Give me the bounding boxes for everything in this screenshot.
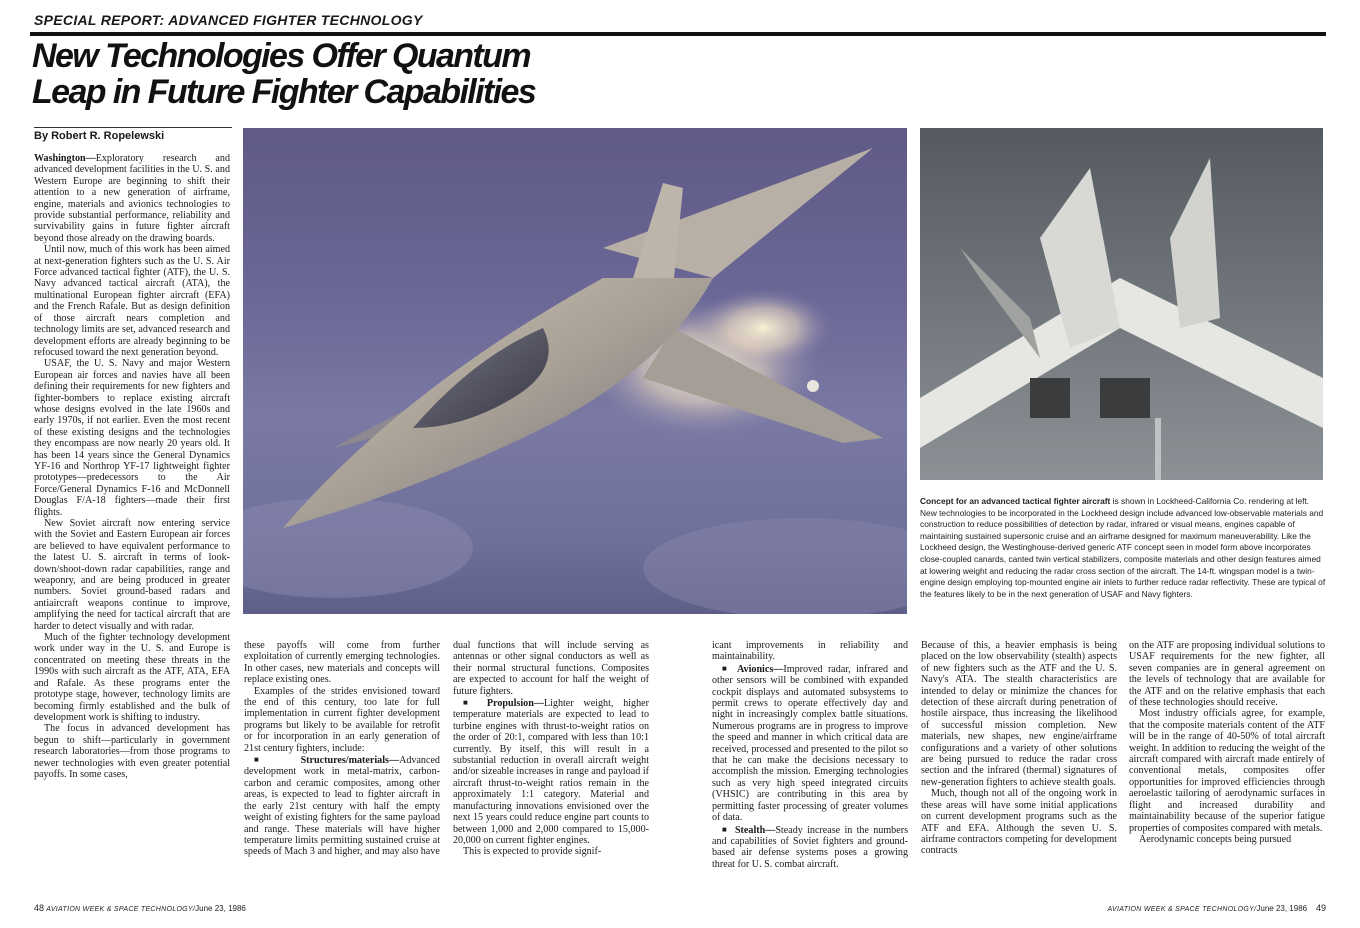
paragraph: Aerodynamic concepts being pursued: [1139, 833, 1292, 845]
paragraph: USAF, the U. S. Navy and major Western European air forces and navies have all been defining their requirements for new fighters and fighter-bombers to replace existing aircraft whose designs evolved in the late 1960s and early 1970s, if not earlier. Even the most recent of these existing designs and the technologies they encompass are now nearly 20 years old. It has been 14 years since the General Dynamics YF-16 and Northrop YF-17 lightweight fighter prototypes—predecessors to the Air Force/General Dynamics F-16 and McDonnell Douglas F/A-18 fighters—made their first flights.: [34, 358, 230, 518]
header-rule: [30, 32, 1326, 36]
article-column-2: [244, 640, 440, 858]
article-column-6: [1129, 640, 1325, 845]
page-number-right: 49: [1315, 903, 1326, 913]
bullet: ■: [254, 755, 278, 765]
paragraph-text: Advanced development work in metal-matrix, carbon-carbon and ceramic composites, among other areas, is expected to lead to fighter aircraft in the early 21st century with half the empty weight of existing fighters for the same payload and range. These materials will have higher temperature limits permitting sustained cruise at speeds of Mach 3 and higher, and may also have: [244, 755, 440, 858]
paragraph: Because of this, a heavier emphasis is being placed on the low observability (stealth) aspects of new fighters such as the ATF and the U. S. Navy's ATA. The stealth characteristics are intended to delay or minimize the chances for detection of these aircraft during penetration of hostile airspace, thus increasing the likelihood of successful mission completion. New materials, new shapes, new engine/airframe configurations and a variety of other solutions are being pursued to reduce the radar cross section and the infrared (thermal) signatures of new-generation fighters to achieve stealth goals.: [921, 640, 1117, 788]
paragraph: these payoffs will come from further exploitation of currently emerging technologies. In other cases, new materials and concepts will replace existing ones.: [244, 640, 440, 686]
paragraph: Until now, much of this work has been aimed at next-generation fighters such as the U. S. Air Force advanced tactical fighter (ATF), the U. S. Navy advanced tactical aircraft (ATA), the multinational European fighter aircraft (EFA) and the French Rafale. But as design definition of those aircraft nears completion and technology limits are set, advanced research and development efforts are already beginning to be refocused toward the next generation beyond.: [34, 244, 230, 358]
paragraph-text: Improved radar, infrared and other sensors will be combined with expanded cockpit displays and automated subsystems to permit crews to operate effectively day and night in increasingly complex battle situations. Numerous programs are in progress to improve the speed and manner in which critical data are received, processed and presented to the pilot so that he can make the decisions necessary to accomplish the mission. Emerging technologies such as very high speed integrated circuits (VHSIC) are contributing in this area by permitting faster processing of greater volumes of data.: [712, 663, 908, 824]
page-title: [32, 38, 652, 110]
article-column-5: [921, 640, 1117, 857]
paragraph-text: Steady increase in the numbers and capabilities of Soviet fighters and ground-based air defense systems poses a growing threat for U. S. combat aircraft.: [712, 824, 908, 870]
paragraph: The focus in advanced development has begun to shift—particularly in government research laboratories—from those programs to newer technologies with even greater potential payoffs. In some cases,: [34, 723, 230, 780]
bullet: ■: [722, 824, 729, 834]
caption-lead: Concept for an advanced tactical fighter aircraft: [920, 496, 1111, 506]
article-column-3: [453, 640, 649, 858]
magazine-name-right: AVIATION WEEK & SPACE TECHNOLOGY/: [1107, 906, 1257, 913]
article-column-4: [712, 640, 908, 870]
issue-date-right: June 23, 1986: [1256, 904, 1308, 913]
paragraph: Much of the fighter technology development work under way in the U. S. and Europe is concentrated on meeting these threats in the 1990s with such aircraft as the ATF, ATA, EFA and Rafale. As these programs enter the prototype stage, however, technology limits are becoming firmly established and the bulk of development work is shifting to industry.: [34, 632, 230, 723]
fighter-model-image: [920, 128, 1323, 480]
paragraph: Most industry officials agree, for example, that the composite materials content of the ATF will be in the range of 40-50% of total aircraft weight. In addition to reducing the weight of the aircraft compared with aircraft made entirely of conventional metals, composites offer opportunities for improved efficiencies through aeroelastic tailoring of aerodynamic surfaces in flight and increased durability and maintainability because of the superior fatigue properties of composites compared with metals.: [1129, 708, 1325, 834]
paragraph: Much, though not all of the ongoing work in these areas will have some initial applications on current development programs such as the ATF and EFA. Although the seven U. S. airframe contractors competing for development contracts: [921, 788, 1117, 857]
footer-left: [34, 903, 246, 913]
fighter-rendering-icon: [243, 128, 907, 614]
subhead-avionics: Avionics—: [737, 663, 784, 675]
paragraph: New Soviet aircraft now entering service with the Soviet and Eastern European air forces are believed to have equivalent performance to the latest U. S. aircraft in terms of look-down/shoot-down radar capabilities, range and weaponry, and are being produced in greater numbers. Soviet ground-based radars and antiaircraft weapons continue to improve, amplifying the need for tactical aircraft that are harder to detect visually and with radar.: [34, 518, 230, 632]
headline-line-2: Leap in Future Fighter Capabilities: [32, 73, 536, 111]
caption-text: is shown in Lockheed-California Co. rendering at left. New technologies to be incorporated in the Lockheed design include advanced low-observable materials and construction to reduce possibilities of detection by radar, infrared or visual means, engines capable of maintaining sustained supersonic cruise and an airframe designed for maximum maneuverability. Like the Lockheed design, the Westinghouse-derived generic ATF concept seen in model form above incorporates close-coupled canards, canted twin vertical stabilizers, composite materials and other design features aimed at lowering weight and reducing the radar cross section of the aircraft. The 14-ft. wingspan model is a twin-engine design employing top-mounted engine air inlets to further reduce radar reflectivity. These are typical of the features likely to be in the next generation of USAF and Navy fighters.: [920, 496, 1326, 599]
bullet: ■: [463, 698, 476, 708]
photo-caption: [920, 496, 1326, 600]
paragraph-text: Exploratory research and advanced development facilities in the U. S. and Western Europe are beginning to shift their attention to a new generation of airframe, engine, materials and avionics technologies to provide substantial performance, reliability and survivability gains in future fighter aircraft beyond those already on the drawing boards.: [34, 153, 230, 244]
dateline: Washington—: [34, 153, 96, 164]
paragraph: [453, 697, 649, 846]
paragraph: This is expected to provide signif-: [463, 846, 602, 858]
paragraph: on the ATF are proposing individual solutions to USAF requirements for the new fighter, all seven companies are in general agreement on the levels of technology that are available for the ATF and on the relative emphasis that each of these technologies should receive.: [1129, 640, 1325, 709]
fighter-rendering-image: [243, 128, 907, 614]
page-number-left: 48: [34, 903, 45, 913]
magazine-name-left: AVIATION WEEK & SPACE TECHNOLOGY/: [46, 906, 196, 913]
bullet: ■: [722, 663, 730, 673]
subhead-propulsion: Propulsion—: [486, 698, 544, 710]
footer-right: [1107, 903, 1326, 913]
paragraph-text: Lighter weight, higher temperature materials are expected to lead to turbine engines with thrust-to-weight ratios on the order of 20:1, compared with less than 10:1 currently. By itself, this will result in a substantial reduction in overall aircraft weight and/or sizeable increases in range and payload if aircraft thrust-to-weight ratios remain in the approximately 1:1 category. Material and manufacturing innovations envisioned over the next 15 years could reduce engine part counts to between 1,000 and 2,000 compared to 15,000-20,000 on current fighter engines.: [453, 698, 649, 846]
article-column-1: [34, 153, 230, 780]
paragraph: [34, 153, 230, 244]
headline-line-1: New Technologies Offer Quantum: [32, 37, 530, 75]
paragraph: icant improvements in reliability and maintainability.: [712, 640, 908, 663]
subhead-stealth: Stealth—: [734, 824, 776, 836]
subhead-structures: Structures/materials—: [300, 755, 400, 767]
paragraph: [712, 824, 908, 871]
section-kicker: SPECIAL REPORT: ADVANCED FIGHTER TECHNOLOGY: [34, 12, 423, 28]
byline-rule: [34, 127, 232, 128]
paragraph: [244, 754, 440, 858]
paragraph: dual functions that will include serving as antennas or other signal conductors as well as their normal structural functions. Composites are expected to account for half the weight of future fighters.: [453, 640, 649, 697]
issue-date-left: June 23, 1986: [195, 904, 246, 913]
paragraph: Examples of the strides envisioned toward the end of this century, too late for full implementation in current fighter development programs but likely to be available for retrofit or for incorporation in an early generation of 21st century fighters, include:: [244, 685, 440, 754]
paragraph: [712, 663, 908, 824]
fighter-model-icon: [920, 128, 1323, 480]
byline: By Robert R. Ropelewski: [34, 130, 165, 142]
